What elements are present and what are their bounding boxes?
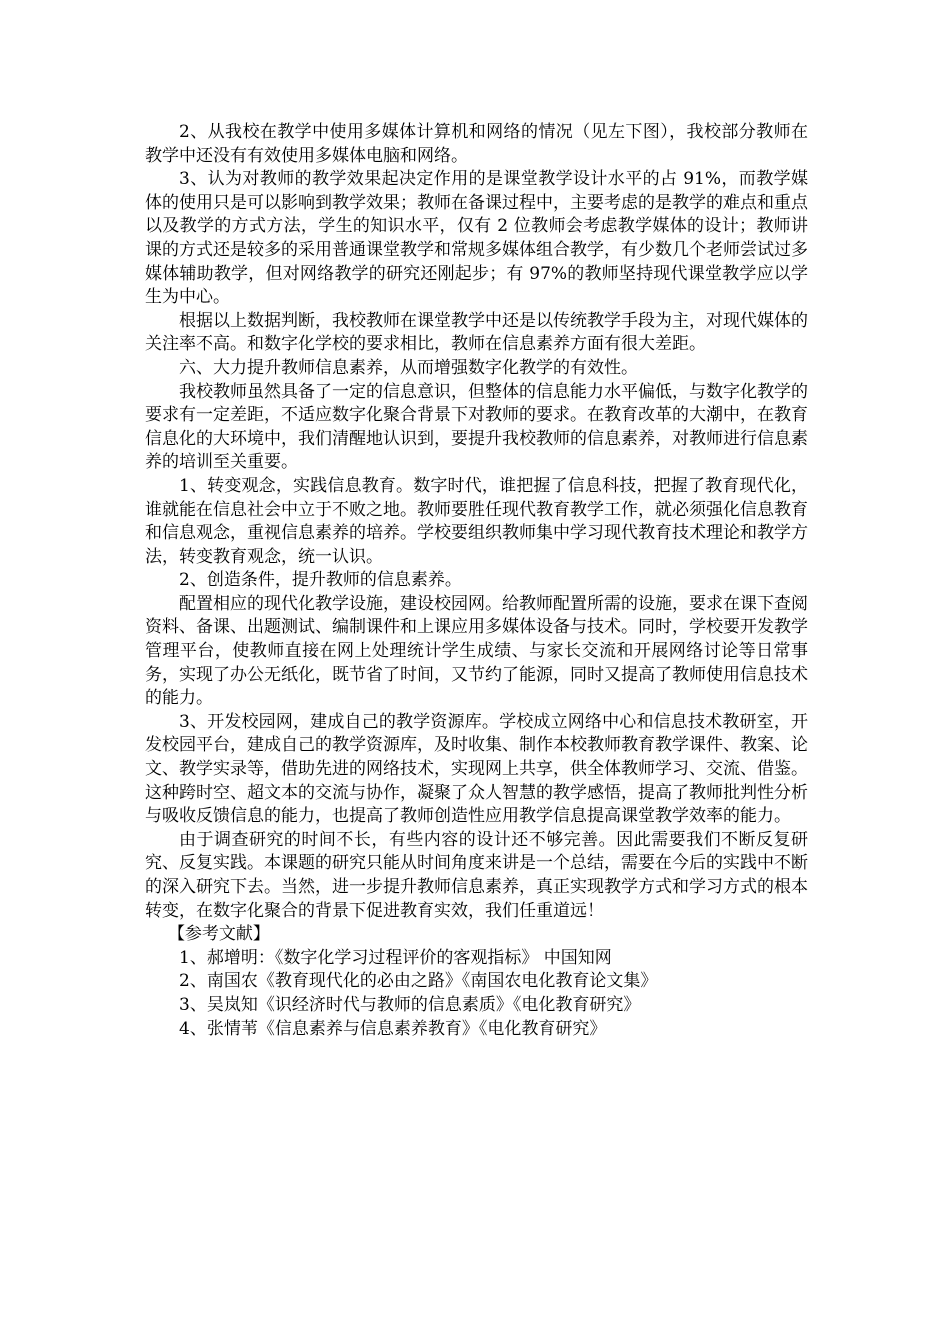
reference-item: 4、张情苇《信息素养与信息素养教育》《电化教育研究》 <box>179 1018 607 1039</box>
body-paragraph: 2、从我校在教学中使用多媒体计算机和网络的情况（见左下图），我校部分教师在教学中还没有有效使用多媒体电脑和网络。 <box>145 122 808 166</box>
body-paragraph: 我校教师虽然具备了一定的信息意识，但整体的信息能力水平偏低，与数字化教学的要求有一定差距，不适应数字化聚合背景下对教师的要求。在教育改革的大潮中，在教育信息化的大环境中，我们清醒地认识到，要提升我校教师的信息素养，对教师进行信息素养的培训至关重要。 <box>145 381 808 473</box>
references-section <box>145 923 808 1041</box>
section-heading: 六、大力提升教师信息素养，从而增强数字化教学的有效性。 <box>179 357 638 378</box>
body-paragraph: 1、转变观念，实践信息教育。数字时代，谁把握了信息科技，把握了教育现代化，谁就能在信息社会中立于不败之地。教师要胜任现代教育教学工作，就必须强化信息教育和信息观念，重视信息素养的培养。学校要组织教师集中学习现代教育技术理论和教学方法，转变教育观念，统一认识。 <box>145 475 808 567</box>
reference-item: 3、吴岚知《识经济时代与教师的信息素质》《电化教育研究》 <box>179 994 641 1015</box>
body-paragraph: 配置相应的现代化教学设施，建设校园网。给教师配置所需的设施，要求在课下查阅资料、备课、出题测试、编制课件和上课应用多媒体设备与技术。同时，学校要开发教学管理平台，使教师直接在网上处理统计学生成绩、与家长交流和开展网络讨论等日常事务，实现了办公无纸化，既节省了时间，又节约了能源，同时又提高了教师使用信息技术的能力。 <box>145 593 808 709</box>
references-heading: 【参考文献】 <box>167 924 270 945</box>
subsection-heading: 2、创造条件，提升教师的信息素养。 <box>179 570 462 591</box>
body-paragraph: 根据以上数据判断，我校教师在课堂教学中还是以传统教学手段为主，对现代媒体的关注率不高。和数字化学校的要求相比，教师在信息素养方面有很大差距。 <box>145 310 808 355</box>
reference-item: 1、郝增明：《数字化学习过程评价的客观指标》 中国知网 <box>179 947 612 968</box>
body-paragraph: 3、开发校园网，建成自己的教学资源库。学校成立网络中心和信息技术教研室，开发校园平台，建成自己的教学资源库，及时收集、制作本校教师教育教学课件、教案、论文、教学实录等，借助先进的网络技术，实现网上共享，供全体教师学习、交流、借鉴。这种跨时空、超文本的交流与协作，凝聚了众人智慧的教学感悟，提高了教师批判性分析与吸收反馈信息的能力，也提高了教师创造性应用教学信息提高课堂教学效率的能力。 <box>145 711 808 827</box>
body-paragraph: 由于调查研究的时间不长，有些内容的设计还不够完善。因此需要我们不断反复研究、反复实践。本课题的研究只能从时间角度来讲是一个总结，需要在今后的实践中不断的深入研究下去。当然，进一步提升教师信息素养，真正实现教学方式和学习方式的根本转变，在数字化聚合的背景下促进教育实效，我们任重道远！ <box>145 829 808 921</box>
reference-item: 2、南国农《教育现代化的必由之路》《南国农电化教育论文集》 <box>179 971 658 992</box>
document-page <box>145 121 808 1041</box>
body-paragraph: 3、认为对教师的教学效果起决定作用的是课堂教学设计水平的占 91%，而教学媒体的使用只是可以影响到教学效果；教师在备课过程中，主要考虑的是教学的难点和重点以及教学的方式方法，学生的知识水平，仅有 2 位教师会考虑教学媒体的设计；教师讲课的方式还是较多的采用普通课堂教学和常规多媒体组合教学，有少数几个老师尝试过多媒体辅助教学，但对网络教学的研究还刚起步；有 97%的教师坚持现代课堂教学应以学生为中心。 <box>145 169 808 308</box>
